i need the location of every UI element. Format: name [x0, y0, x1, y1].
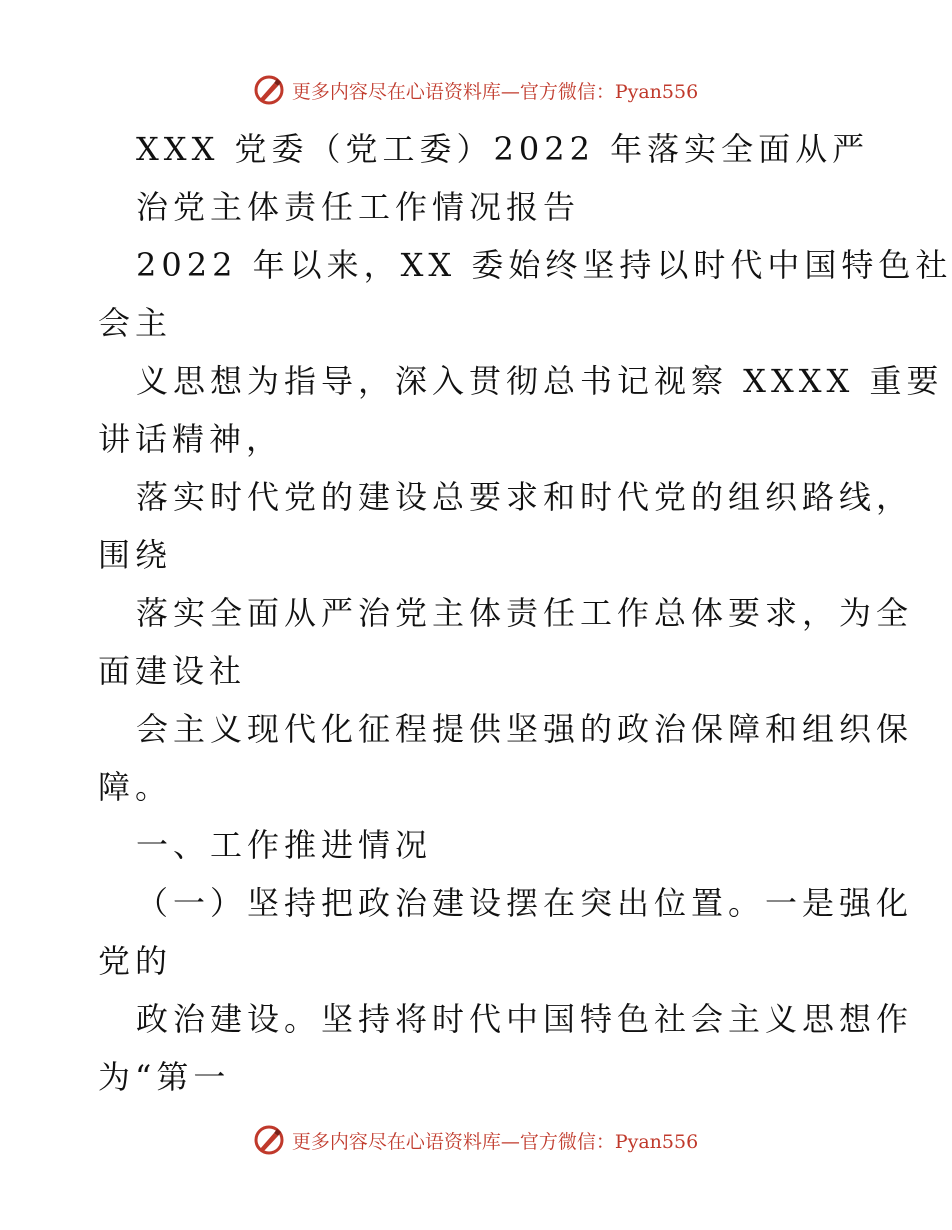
doc-line: 政治建设。坚持将时代中国特色社会主义思想作: [136, 1000, 914, 1038]
doc-line: 2022 年以来，XX 委始终坚持以时代中国特色社: [136, 246, 952, 284]
document-body: [98, 120, 952, 1106]
doc-line: 面建设社: [98, 652, 247, 690]
doc-line: 围绕: [98, 536, 173, 574]
doc-line: 治党主体责任工作情况报告: [136, 188, 581, 226]
watermark-contact: —官方微信：Pyan556: [500, 1130, 699, 1153]
section-heading: 一、工作推进情况: [136, 826, 433, 864]
doc-line: 党的: [98, 942, 173, 980]
doc-line: 讲话精神，: [98, 420, 284, 458]
watermark-footer: [0, 1120, 950, 1160]
watermark-brand: 更多内容尽在心语资料库: [291, 1130, 501, 1153]
watermark-contact: —官方微信：Pyan556: [500, 80, 699, 103]
doc-line: 落实时代党的建设总要求和时代党的组织路线，: [136, 478, 914, 516]
pen-logo-icon: [252, 73, 286, 107]
doc-line: XXX 党委（党工委）2022 年落实全面从严: [136, 130, 870, 168]
doc-line: （一）坚持把政治建设摆在突出位置。一是强化: [136, 884, 914, 922]
doc-line: 会主: [98, 304, 173, 342]
doc-line: 落实全面从严治党主体责任工作总体要求，为全: [136, 594, 914, 632]
watermark-brand: 更多内容尽在心语资料库: [291, 80, 501, 103]
doc-line: 会主义现代化征程提供坚强的政治保障和组织保: [136, 710, 914, 748]
doc-line: 义思想为指导，深入贯彻总书记视察 XXXX 重要: [136, 362, 944, 400]
pen-logo-icon: [252, 1123, 286, 1157]
doc-line: 为“第一: [98, 1058, 231, 1096]
watermark-header: [0, 70, 950, 110]
doc-line: 障。: [98, 768, 173, 806]
